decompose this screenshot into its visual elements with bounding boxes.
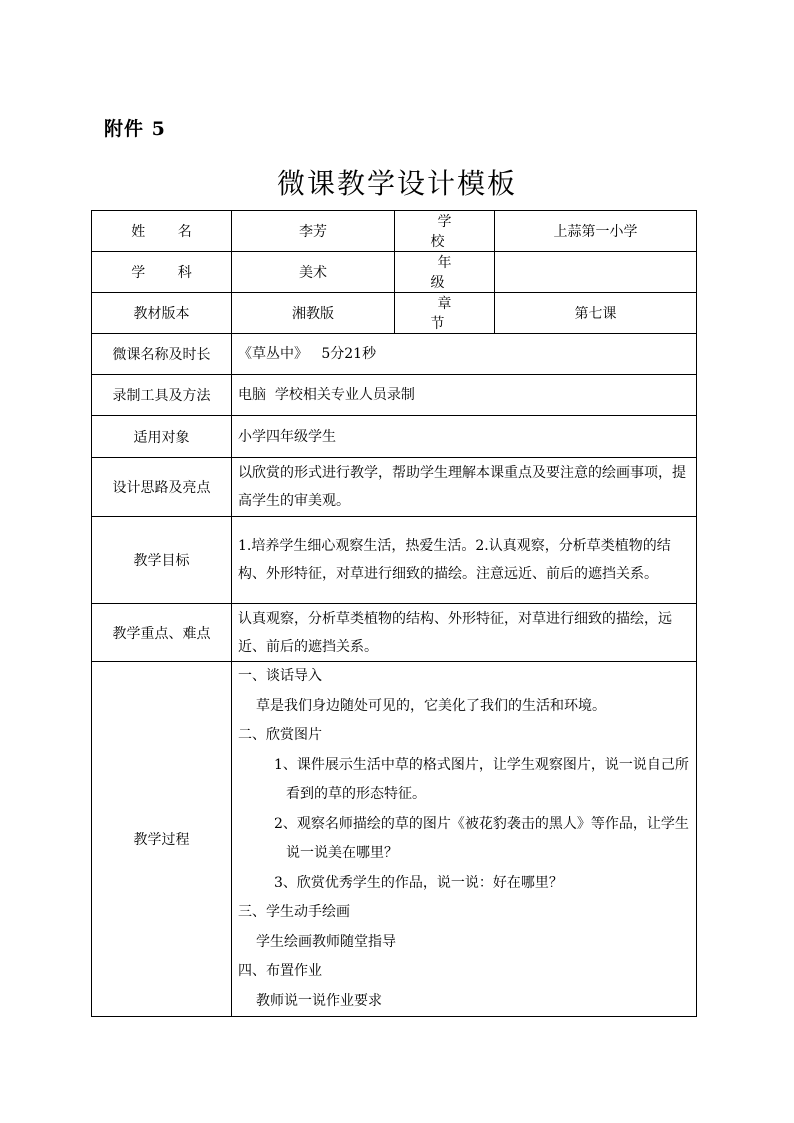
attachment-label: 附件 5 — [104, 118, 166, 140]
table-row — [92, 458, 697, 517]
subject-value: 美术 — [232, 252, 395, 293]
name-label: 姓 名 — [92, 211, 232, 252]
process-step-4-text: 教师说一说作业要求 — [256, 992, 382, 1009]
chapter-label: 章 节 — [395, 293, 495, 334]
design-label: 设计思路及亮点 — [92, 458, 232, 517]
table-row — [92, 211, 697, 252]
page-title: 微课教学设计模板 — [276, 167, 517, 200]
table-row — [92, 334, 697, 375]
audience-label: 适用对象 — [92, 416, 232, 458]
tools-value: 电脑 学校相关专业人员录制 — [232, 375, 697, 416]
table-row — [92, 375, 697, 416]
table-row — [92, 293, 697, 334]
keypoints-label: 教学重点、难点 — [92, 604, 232, 662]
goals-label: 教学目标 — [92, 517, 232, 604]
chapter-value: 第七课 — [495, 293, 697, 334]
grade-label: 年 级 — [395, 252, 495, 293]
process-label: 教学过程 — [92, 662, 232, 1017]
school-label: 学 校 — [395, 211, 495, 252]
school-value: 上蒜第一小学 — [495, 211, 697, 252]
table-row — [92, 416, 697, 458]
tools-label: 录制工具及方法 — [92, 375, 232, 416]
name-value: 李芳 — [232, 211, 395, 252]
grade-value — [495, 252, 697, 293]
goals-value: 1.培养学生细心观察生活，热爱生活。2.认真观察，分析草类植物的结构、外形特征，对草进行细致的描绘。注意远近、前后的遮挡关系。 — [232, 517, 697, 604]
keypoints-value: 认真观察，分析草类植物的结构、外形特征，对草进行细致的描绘，远近、前后的遮挡关系。 — [232, 604, 697, 662]
table-row — [92, 604, 697, 662]
process-step-2-item-3: 3、欣赏优秀学生的作品，说一说：好在哪里？ — [274, 874, 563, 891]
table-row — [92, 662, 697, 1017]
microlesson-value: 《草丛中》 5分21秒 — [232, 334, 697, 375]
table-row — [92, 517, 697, 604]
edition-value: 湘教版 — [232, 293, 395, 334]
table-row — [92, 252, 697, 293]
design-value: 以欣赏的形式进行教学，帮助学生理解本课重点及要注意的绘画事项，提高学生的审美观。 — [232, 458, 697, 517]
process-step-3: 三、学生动手绘画 — [238, 904, 350, 920]
microlesson-label: 微课名称及时长 — [92, 334, 232, 375]
process-content — [232, 662, 697, 1017]
process-step-2-item-1: 1、课件展示生活中草的格式图片，让学生观察图片，说一说自己所看到的草的形态特征。 — [274, 756, 689, 802]
audience-value: 小学四年级学生 — [232, 416, 697, 458]
lesson-design-table — [91, 210, 697, 1017]
process-step-1-text: 草是我们身边随处可见的，它美化了我们的生活和环境。 — [256, 697, 606, 714]
edition-label: 教材版本 — [92, 293, 232, 334]
process-step-3-text: 学生绘画教师随堂指导 — [256, 933, 396, 950]
process-step-4: 四、布置作业 — [238, 963, 322, 979]
process-step-2-item-2: 2、观察名师描绘的草的图片《被花豹袭击的黑人》等作品，让学生说一说美在哪里？ — [274, 815, 689, 861]
process-step-2: 二、欣赏图片 — [238, 727, 322, 743]
process-step-1: 一、谈话导入 — [238, 668, 322, 684]
subject-label: 学 科 — [92, 252, 232, 293]
